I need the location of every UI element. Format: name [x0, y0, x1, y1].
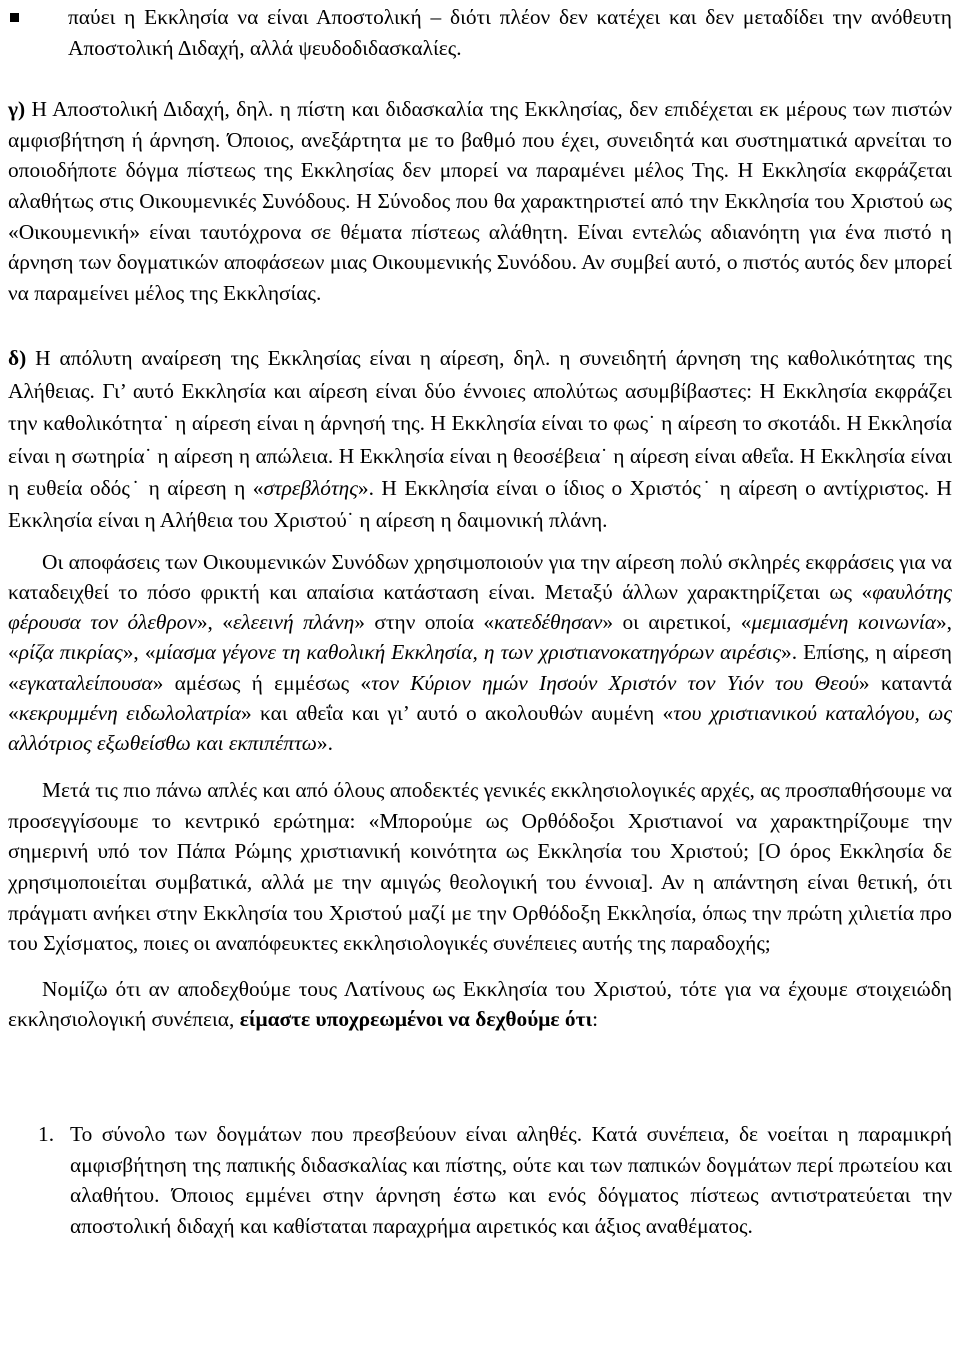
- decisions-text-2: », «: [196, 610, 233, 635]
- decisions-quote-4: μεμιασμένη κοινωνία: [751, 610, 936, 635]
- square-bullet-icon: [10, 13, 19, 22]
- decisions-text-11: ».: [316, 731, 333, 755]
- paragraph-central-question: [8, 775, 952, 959]
- decisions-quote-6: μίασμα γέγονε τη καθολική Εκκλησία, η των χριστιανοκατηγόρων αιρέσις: [155, 640, 782, 665]
- paragraph-d: [8, 342, 952, 536]
- paragraph-d-text-1: Η απόλυτη αναίρεση της Εκκλησίας είναι η αίρεση, δηλ. η συνειδητή άρνηση της καθολικότητας της Αλήθειας. Γι’ αυτό Εκκλησία και αίρεση είναι δύο έννοιες απολύτως ασυμβίβαστες: Η Εκκλησία εκφράζει την καθολικότητα˙ η αίρεση είναι η άρνησή της. Η Εκκλησία είναι το φως˙ η αίρεση το σκοτάδι. Η Εκκλησία είναι η σωτηρία˙ η αίρεση η απώλεια. Η Εκκλησία είναι η θεοσέβεια˙ η αίρεση είναι αθεΐα. Η Εκκλησία είναι η ευθεία οδός˙ η αίρεση η «: [8, 346, 952, 500]
- central-question-text: Μετά τις πιο πάνω απλές και από όλους αποδεκτές γενικές εκκλησιολογικές αρχές, ας προσπαθήσουμε να προσεγγίσουμε το κεντρικό ερώτημα: «Μπορούμε ως Ορθόδοξοι Χριστιανοί να χαρακτηρίζουμε την σημερινή υπό τον Πάπα Ρώμης χριστιανική κοινότητα ως Εκκλησία του Χριστού; [Ο όρος Εκκλησία δε χρησιμοποιείται συμβατικά, αλλά με την αμιγώς θεολογική του έννοια]. Αν η απάντηση είναι θετική, ότι πράγματι ανήκει στην Εκκλησία του Χριστού μαζί με την Ορθόδοξη Εκκλησία, όπως την πρώτη χιλιετία προ του Σχίσματος, ποιες οι αναπόφευκτες εκκλησιολογικές συνέπειες αυτής της παραδοχής;: [8, 778, 952, 956]
- list-item-number: 1.: [38, 1121, 55, 1146]
- bullet-paragraph: [8, 2, 952, 63]
- bullet-text: παύει η Εκκλησία να είναι Αποστολική – διότι πλέον δεν κατέχει και δεν μεταδίδει την ανόθευτη Αποστολική Διδαχή, αλλά ψευδοδιδασκαλίες.: [68, 5, 952, 60]
- paragraph-council-decisions: [8, 547, 952, 758]
- paragraph-g: [8, 94, 952, 308]
- decisions-text-4: » οι αιρετικοί, «: [602, 610, 752, 635]
- list-item-text: Το σύνολο των δογμάτων που πρεσβεύουν είναι αληθές. Κατά συνέπεια, δε νοείται η παραμικρή αμφισβήτηση της παπικής διδασκαλίας και πίστης, ούτε και των παπικών δογμάτων περί πρωτείου και αλαθήτου. Όποιος εμμένει στην άρνηση έστω και ενός δόγματος πίστεως αντιστρατεύεται την αποστολική διδαχή και καθίσταται παραχρήμα αιρετικός και άξιος αναθέματος.: [70, 1121, 952, 1238]
- decisions-text-8: » αμέσως ή εμμέσως «: [152, 670, 372, 695]
- paragraph-d-quote: στρεβλότης: [263, 475, 358, 500]
- paragraph-d-label: δ): [8, 346, 27, 371]
- paragraph-g-label: γ): [8, 97, 26, 122]
- decisions-quote-1: φαυλότης φέρουσα τον όλεθρον: [8, 579, 952, 635]
- paragraph-g-text: Η Αποστολική Διδαχή, δηλ. η πίστη και διδασκαλία της Εκκλησίας, δεν επιδέχεται εκ μέρους των πιστών αμφισβήτηση ή άρνηση. Όποιος, ανεξάρτητα με το βαθμό που έχει, συνειδητά και συστηματικά αρνείται το οποιοδήποτε δόγμα πίστεως της Εκκλησίας δεν μπορεί να παραμένει μέλος Της. Η Εκκλησία εκφράζεται αλαθήτως στις Οικουμενικές Συνόδους. Η Σύνοδος που θα χαρακτηριστεί από την Εκκλησία του Χριστού ως «Οικουμενική» είναι ταυτόχρονα σε θέματα πίστεως αλάθητη. Είναι εντελώς αδιανόητη για ένα πιστό η άρνηση των δογματικών αποφάσεων μιας Οικουμενικής Συνόδου. Αν συμβεί αυτό, ο πιστός αυτός δεν μπορεί να παραμείνει μέλος της Εκκλησίας.: [8, 97, 952, 305]
- consequences-text-1: Νομίζω ότι αν αποδεχθούμε τους Λατίνους ως Εκκλησία του Χριστού, τότε για να έχουμε στοιχειώδη εκκλησιολογική συνέπεια,: [8, 976, 952, 1032]
- decisions-quote-10: του χριστιανικού καταλόγου, ως αλλότριος εξωθείσθω και εκπιπέπτω: [8, 700, 952, 755]
- decisions-text-10: » και αθεΐα και γι’ αυτό ο ακολουθών αυμένη «: [241, 700, 674, 725]
- decisions-text-3: » στην οποία «: [354, 610, 495, 635]
- decisions-quote-7: εγκαταλείπουσα: [18, 670, 153, 695]
- decisions-quote-3: κατεδέθησαν: [494, 610, 603, 635]
- decisions-text-9: » καταντά «: [8, 670, 952, 725]
- list-item: [8, 1119, 952, 1241]
- decisions-quote-5: ρίζα πικρίας: [18, 640, 123, 665]
- decisions-text-5: », «: [8, 610, 953, 665]
- paragraph-d-text-2: ». Η Εκκλησία είναι ο ίδιος ο Χριστός˙ η αίρεση ο αντίχριστος. Η Εκκλησία είναι η Αλήθεια του Χριστού˙ η αίρεση η δαιμονική πλάνη.: [8, 475, 952, 533]
- consequences-bold-text: είμαστε υποχρεωμένοι να δεχθούμε ότι: [239, 1007, 593, 1032]
- decisions-quote-9: κεκρυμμένη ειδωλολατρία: [18, 700, 242, 725]
- decisions-quote-8: τον Κύριον ημών Ιησούν Χριστόν τον Υιόν του Θεού: [371, 670, 859, 695]
- document-page: [8, 0, 952, 1241]
- consequences-text-2: :: [592, 1007, 599, 1032]
- decisions-quote-2: ελεεινή πλάνη: [232, 610, 355, 635]
- decisions-text-7: ». Επίσης, η αίρεση «: [8, 640, 952, 695]
- paragraph-consequences: [8, 974, 952, 1035]
- decisions-text-6: », «: [122, 640, 156, 665]
- decisions-text-1: Οι αποφάσεις των Οικουμενικών Συνόδων χρησιμοποιούν για την αίρεση πολύ σκληρές εκφράσεις για να καταδειχθεί το πόσο φρικτή και απαίσια κατάσταση είναι. Μεταξύ άλλων χαρακτηρίζεται ως «: [8, 549, 952, 604]
